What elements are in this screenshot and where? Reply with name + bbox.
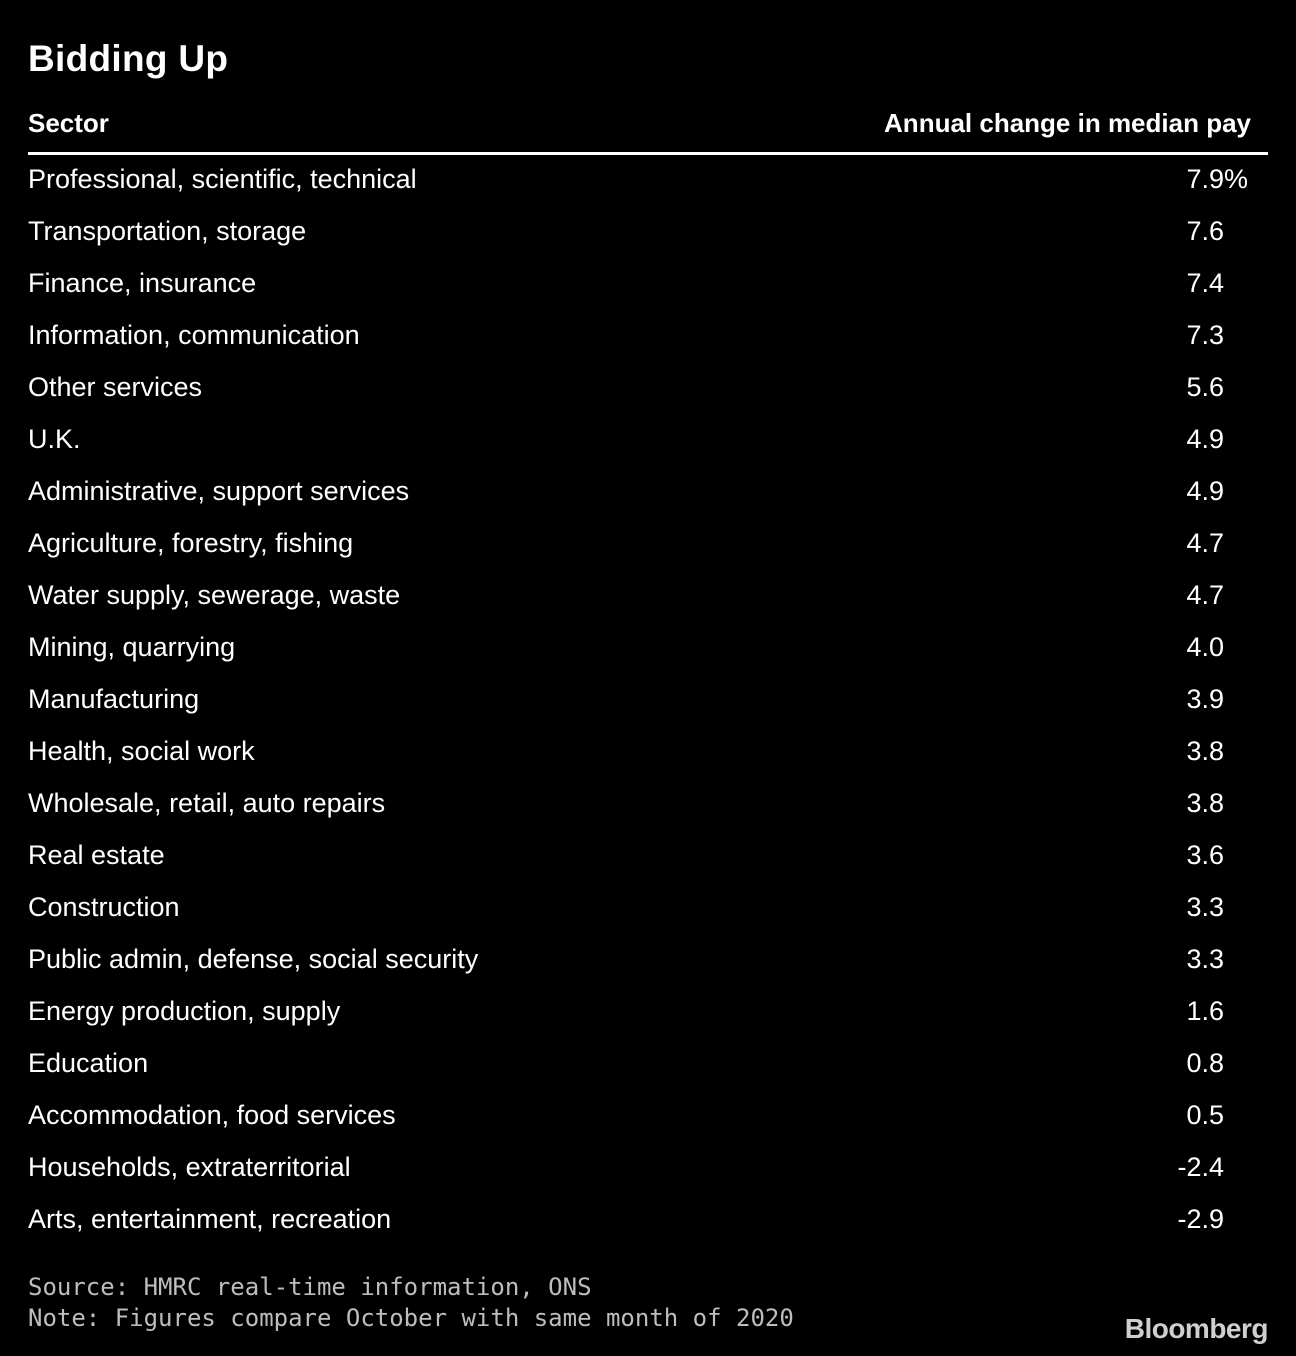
sector-label: Wholesale, retail, auto repairs [28, 788, 386, 818]
table-row [28, 466, 1268, 518]
table-row [28, 1038, 1268, 1090]
value-cell [1024, 1048, 1224, 1079]
value-cell [1024, 1204, 1224, 1235]
table-row [28, 934, 1268, 986]
table-row [28, 1194, 1268, 1246]
footer-notes [28, 1272, 794, 1334]
data-table [28, 154, 1268, 1246]
percent-suffix: % [1224, 164, 1249, 194]
table-row [28, 206, 1268, 258]
sector-label: Arts, entertainment, recreation [28, 1204, 392, 1234]
sector-label: Information, communication [28, 320, 360, 350]
value-number: 7.9 [1186, 164, 1224, 194]
table-row [28, 310, 1268, 362]
sector-label: Transportation, storage [28, 216, 307, 246]
sector-label: Real estate [28, 840, 165, 870]
value-cell [1024, 476, 1224, 507]
value-cell [1024, 580, 1224, 611]
sector-label: Administrative, support services [28, 476, 410, 506]
sector-label: Health, social work [28, 736, 255, 766]
value-cell [1024, 320, 1224, 351]
value-cell [1024, 424, 1224, 455]
value-number: 3.8 [1186, 736, 1224, 766]
column-header-annual-change: Annual change in median pay [884, 108, 1251, 138]
note-line: Note: Figures compare October with same month of 2020 [28, 1304, 794, 1332]
table-row [28, 258, 1268, 310]
table-row [28, 778, 1268, 830]
value-number: 4.7 [1186, 580, 1224, 610]
sector-label: Accommodation, food services [28, 1100, 396, 1130]
value-number: 3.9 [1186, 684, 1224, 714]
value-number: 0.8 [1186, 1048, 1224, 1078]
sector-label: Mining, quarrying [28, 632, 236, 662]
value-number: 3.3 [1186, 944, 1224, 974]
table-row [28, 726, 1268, 778]
sector-label: Manufacturing [28, 684, 200, 714]
table-row [28, 674, 1268, 726]
table-row [28, 1142, 1268, 1194]
column-header-sector: Sector [28, 108, 109, 138]
sector-label: Water supply, sewerage, waste [28, 580, 401, 610]
value-cell [1024, 268, 1224, 299]
sector-label: Education [28, 1048, 149, 1078]
sector-label: Agriculture, forestry, fishing [28, 528, 354, 558]
table-row [28, 986, 1268, 1038]
value-number: 7.3 [1186, 320, 1224, 350]
value-number: -2.4 [1177, 1152, 1224, 1182]
bloomberg-logo: Bloomberg [1124, 1313, 1268, 1344]
value-cell [1024, 840, 1224, 871]
value-number: 3.6 [1186, 840, 1224, 870]
value-cell [1024, 372, 1224, 403]
chart-title: Bidding Up [28, 38, 229, 79]
sector-label: Professional, scientific, technical [28, 164, 417, 194]
value-cell [1024, 736, 1224, 767]
value-cell [1024, 1152, 1224, 1183]
table-row [28, 362, 1268, 414]
value-number: 5.6 [1186, 372, 1224, 402]
sector-label: Finance, insurance [28, 268, 257, 298]
value-number: 4.7 [1186, 528, 1224, 558]
value-cell [1024, 788, 1224, 819]
value-number: 1.6 [1186, 996, 1224, 1026]
table-row [28, 414, 1268, 466]
value-number: 4.9 [1186, 476, 1224, 506]
table-row [28, 1090, 1268, 1142]
table-row [28, 570, 1268, 622]
value-number: 0.5 [1186, 1100, 1224, 1130]
sector-label: Energy production, supply [28, 996, 341, 1026]
value-number: -2.9 [1177, 1204, 1224, 1234]
value-cell [1024, 1100, 1224, 1131]
table-row [28, 622, 1268, 674]
value-cell [1024, 684, 1224, 715]
table-row [28, 154, 1268, 206]
source-line: Source: HMRC real-time information, ONS [28, 1273, 592, 1301]
value-cell [1024, 528, 1224, 559]
value-cell [1024, 632, 1224, 663]
sector-label: U.K. [28, 424, 81, 454]
value-cell [1024, 164, 1248, 195]
table-row [28, 830, 1268, 882]
value-number: 3.8 [1186, 788, 1224, 818]
value-number: 3.3 [1186, 892, 1224, 922]
value-cell [1024, 216, 1224, 247]
sector-label: Construction [28, 892, 180, 922]
sector-label: Households, extraterritorial [28, 1152, 351, 1182]
sector-label: Public admin, defense, social security [28, 944, 479, 974]
value-cell [1024, 892, 1224, 923]
value-cell [1024, 996, 1224, 1027]
value-cell [1024, 944, 1224, 975]
value-number: 7.4 [1186, 268, 1224, 298]
value-number: 4.0 [1186, 632, 1224, 662]
table-row [28, 518, 1268, 570]
table-row [28, 882, 1268, 934]
value-number: 4.9 [1186, 424, 1224, 454]
value-number: 7.6 [1186, 216, 1224, 246]
sector-label: Other services [28, 372, 203, 402]
